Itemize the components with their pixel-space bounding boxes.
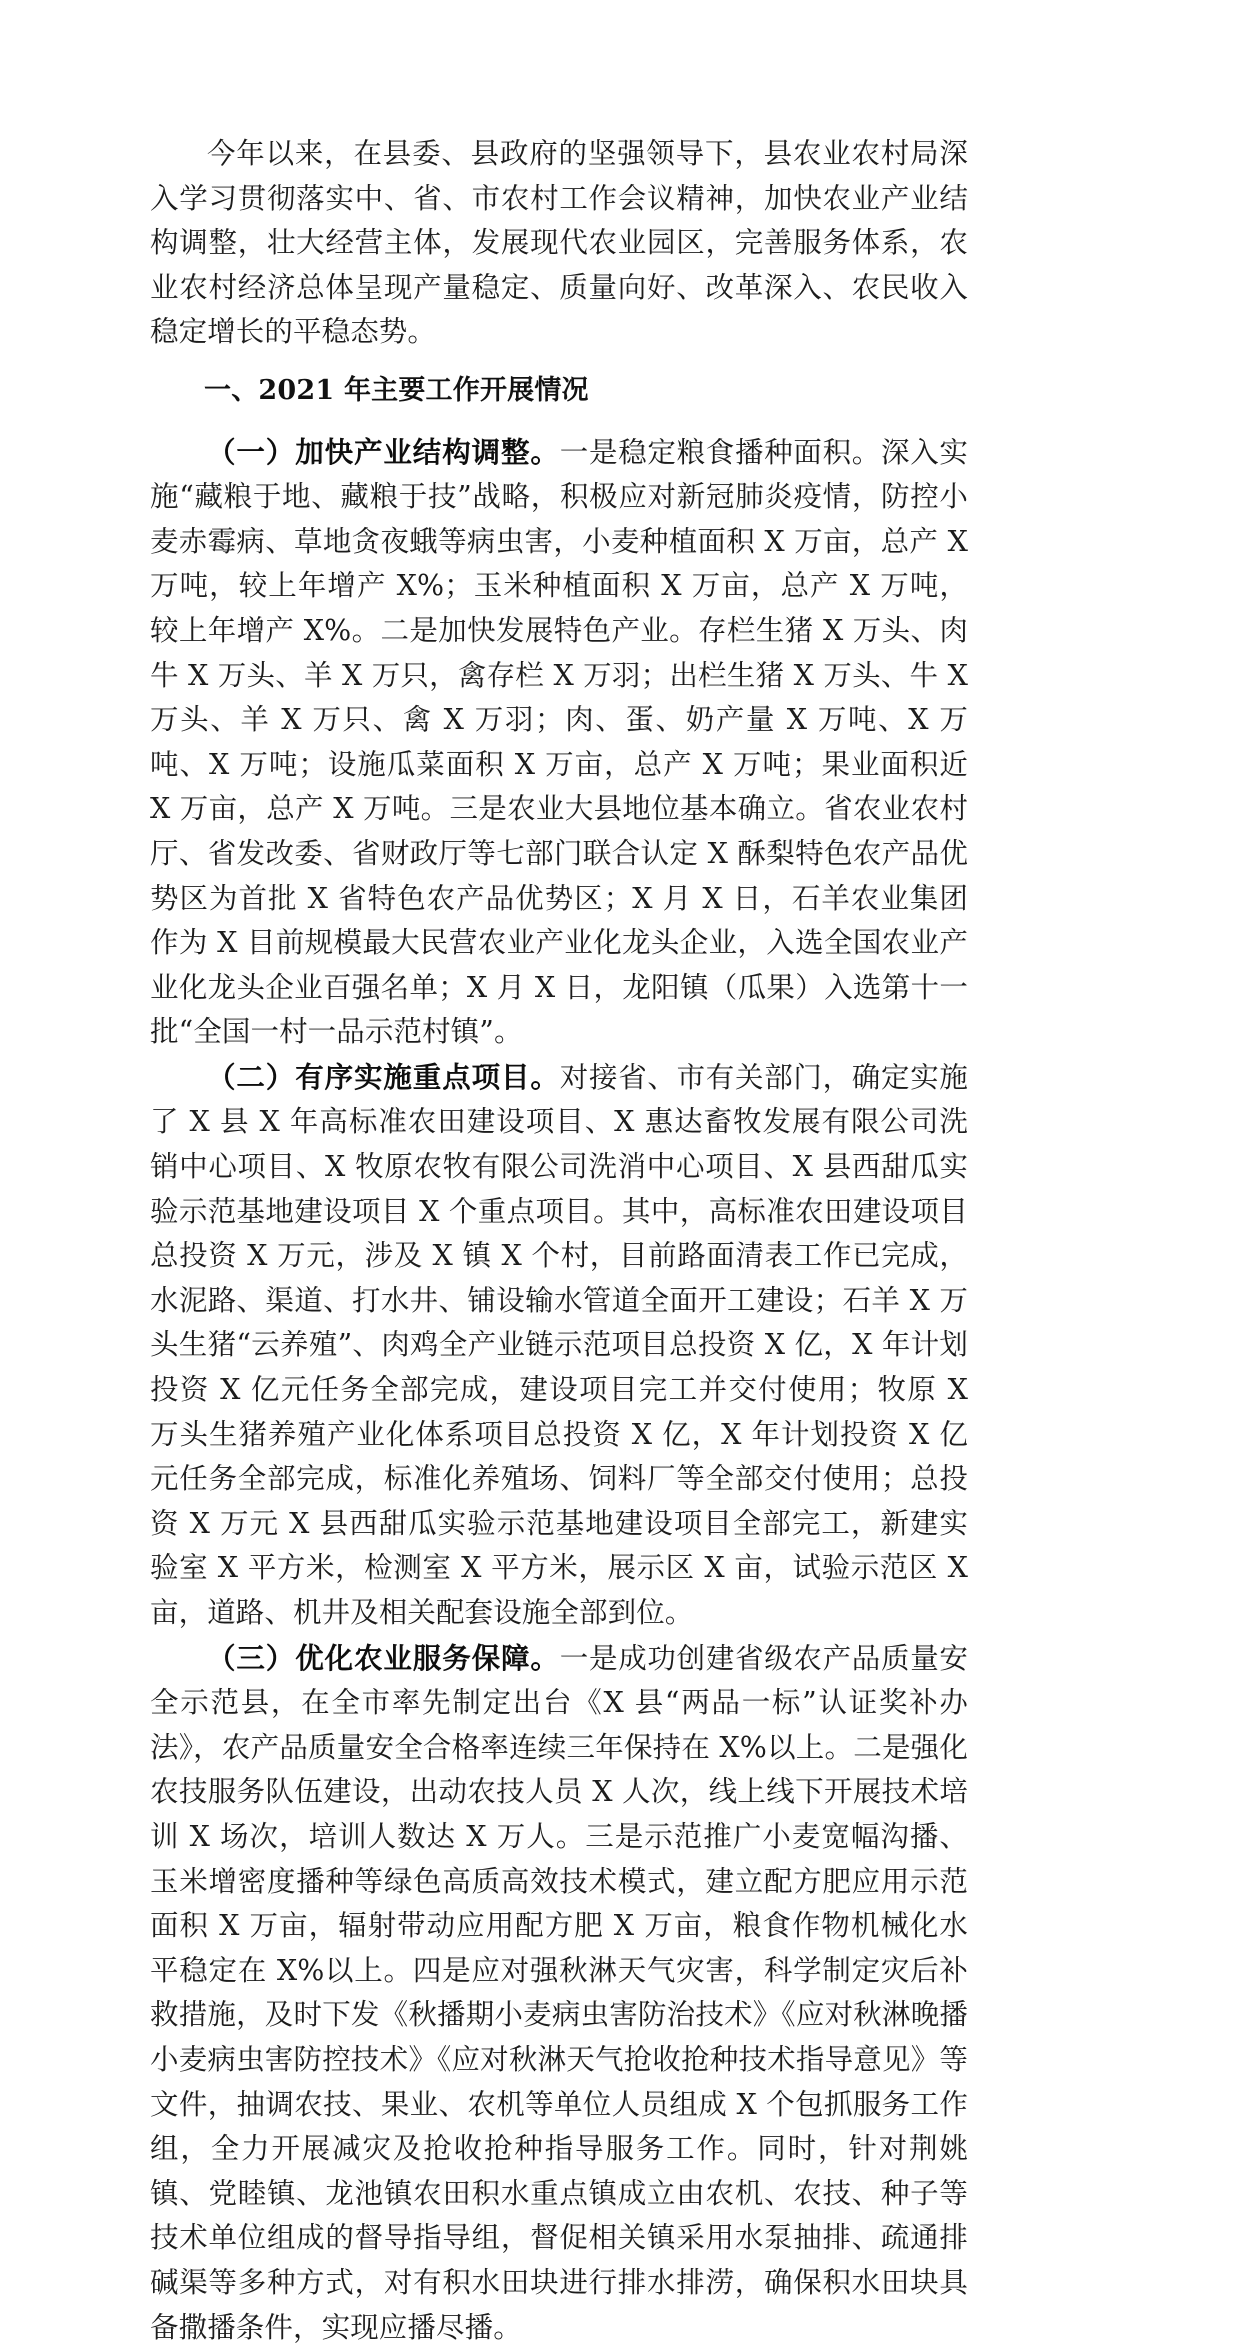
section-heading-one: 一、2021 年主要工作开展情况 (204, 374, 589, 406)
subsection-one-lead: （一）加快产业结构调整。 (207, 434, 560, 469)
subsection-two (150, 1055, 968, 1636)
subsection-two-lead: （二）有序实施重点项目。 (207, 1059, 560, 1094)
subsection-one-body: 一是稳定粮食播种面积。深入实施“藏粮于地、藏粮于技”战略，积极应对新冠肺炎疫情，防控小麦赤霉病、草地贪夜蛾等病虫害，小麦种植面积 X 万亩，总产 X 万吨，较上年增产 X%；玉米种植面积 X 万亩，总产 X 万吨，较上年增产 X%。二是加快发展特色产业。存栏生猪 X 万头、肉牛 X 万头、羊 X 万只，禽存栏 X 万羽；出栏生猪 X 万头、牛 X 万头、羊 X 万只、禽 X 万羽；肉、蛋、奶产量 X 万吨、X 万吨、X 万吨；设施瓜菜面积 X 万亩，总产 X 万吨；果业面积近 X 万亩，总产 X 万吨。三是农业大县地位基本确立。省农业农村厅、省发改委、省财政厅等七部门联合认定 X 酥梨特色农产品优势区为首批 X 省特色农产品优势区；X 月 X 日，石羊农业集团作为 X 目前规模最大民营农业产业化龙头企业，入选全国农业产业化龙头企业百强名单；X 月 X 日，龙阳镇（瓜果）入选第十一批“全国一村一品示范村镇”。 (150, 435, 968, 1049)
intro-paragraph: 今年以来，在县委、县政府的坚强领导下，县农业农村局深入学习贯彻落实中、省、市农村工作会议精神，加快农业产业结构调整，壮大经营主体，发展现代农业园区，完善服务体系，农业农村经济总体呈现产量稳定、质量向好、改革深入、农民收入稳定增长的平稳态势。 (150, 137, 968, 349)
document-body (150, 132, 968, 2350)
subsection-three-body: 一是成功创建省级农产品质量安全示范县，在全市率先制定出台《X 县“两品一标”认证奖补办法》，农产品质量安全合格率连续三年保持在 X%以上。二是强化农技服务队伍建设，出动农技人员 X 人次，线上线下开展技术培训 X 场次，培训人数达 X 万人。三是示范推广小麦宽幅沟播、玉米增密度播种等绿色高质高效技术模式，建立配方肥应用示范面积 X 万亩，辐射带动应用配方肥 X 万亩，粮食作物机械化水平稳定在 X%以上。四是应对强秋淋天气灾害，科学制定灾后补救措施，及时下发《秋播期小麦病虫害防治技术》《应对秋淋晚播小麦病虫害防控技术》《应对秋淋天气抢收抢种技术指导意见》等文件，抽调农技、果业、农机等单位人员组成 X 个包抓服务工作组，全力开展减灾及抢收抢种指导服务工作。同时，针对荆姚镇、党睦镇、龙池镇农田积水重点镇成立由农机、农技、种子等技术单位组成的督导指导组，督促相关镇采用水泵抽排、疏通排碱渠等多种方式，对有积水田块进行排水排涝，确保积水田块具备撒播条件，实现应播尽播。 (150, 1641, 968, 2344)
subsection-one (150, 430, 968, 1055)
subsection-three (150, 1636, 968, 2350)
subsection-three-lead: （三）优化农业服务保障。 (207, 1640, 560, 1675)
subsection-two-body: 对接省、市有关部门，确定实施了 X 县 X 年高标准农田建设项目、X 惠达畜牧发展有限公司洗销中心项目、X 牧原农牧有限公司洗消中心项目、X 县西甜瓜实验示范基地建设项目 X 个重点项目。其中，高标准农田建设项目总投资 X 万元，涉及 X 镇 X 个村，目前路面清表工作已完成，水泥路、渠道、打水井、铺设输水管道全面开工建设；石羊 X 万头生猪“云养殖”、肉鸡全产业链示范项目总投资 X 亿，X 年计划投资 X 亿元任务全部完成，建设项目完工并交付使用；牧原 X 万头生猪养殖产业化体系项目总投资 X 亿，X 年计划投资 X 亿元任务全部完成，标准化养殖场、饲料厂等全部交付使用；总投资 X 万元 X 县西甜瓜实验示范基地建设项目全部完工，新建实验室 X 平方米，检测室 X 平方米，展示区 X 亩，试验示范区 X 亩，道路、机井及相关配套设施全部到位。 (150, 1060, 968, 1629)
